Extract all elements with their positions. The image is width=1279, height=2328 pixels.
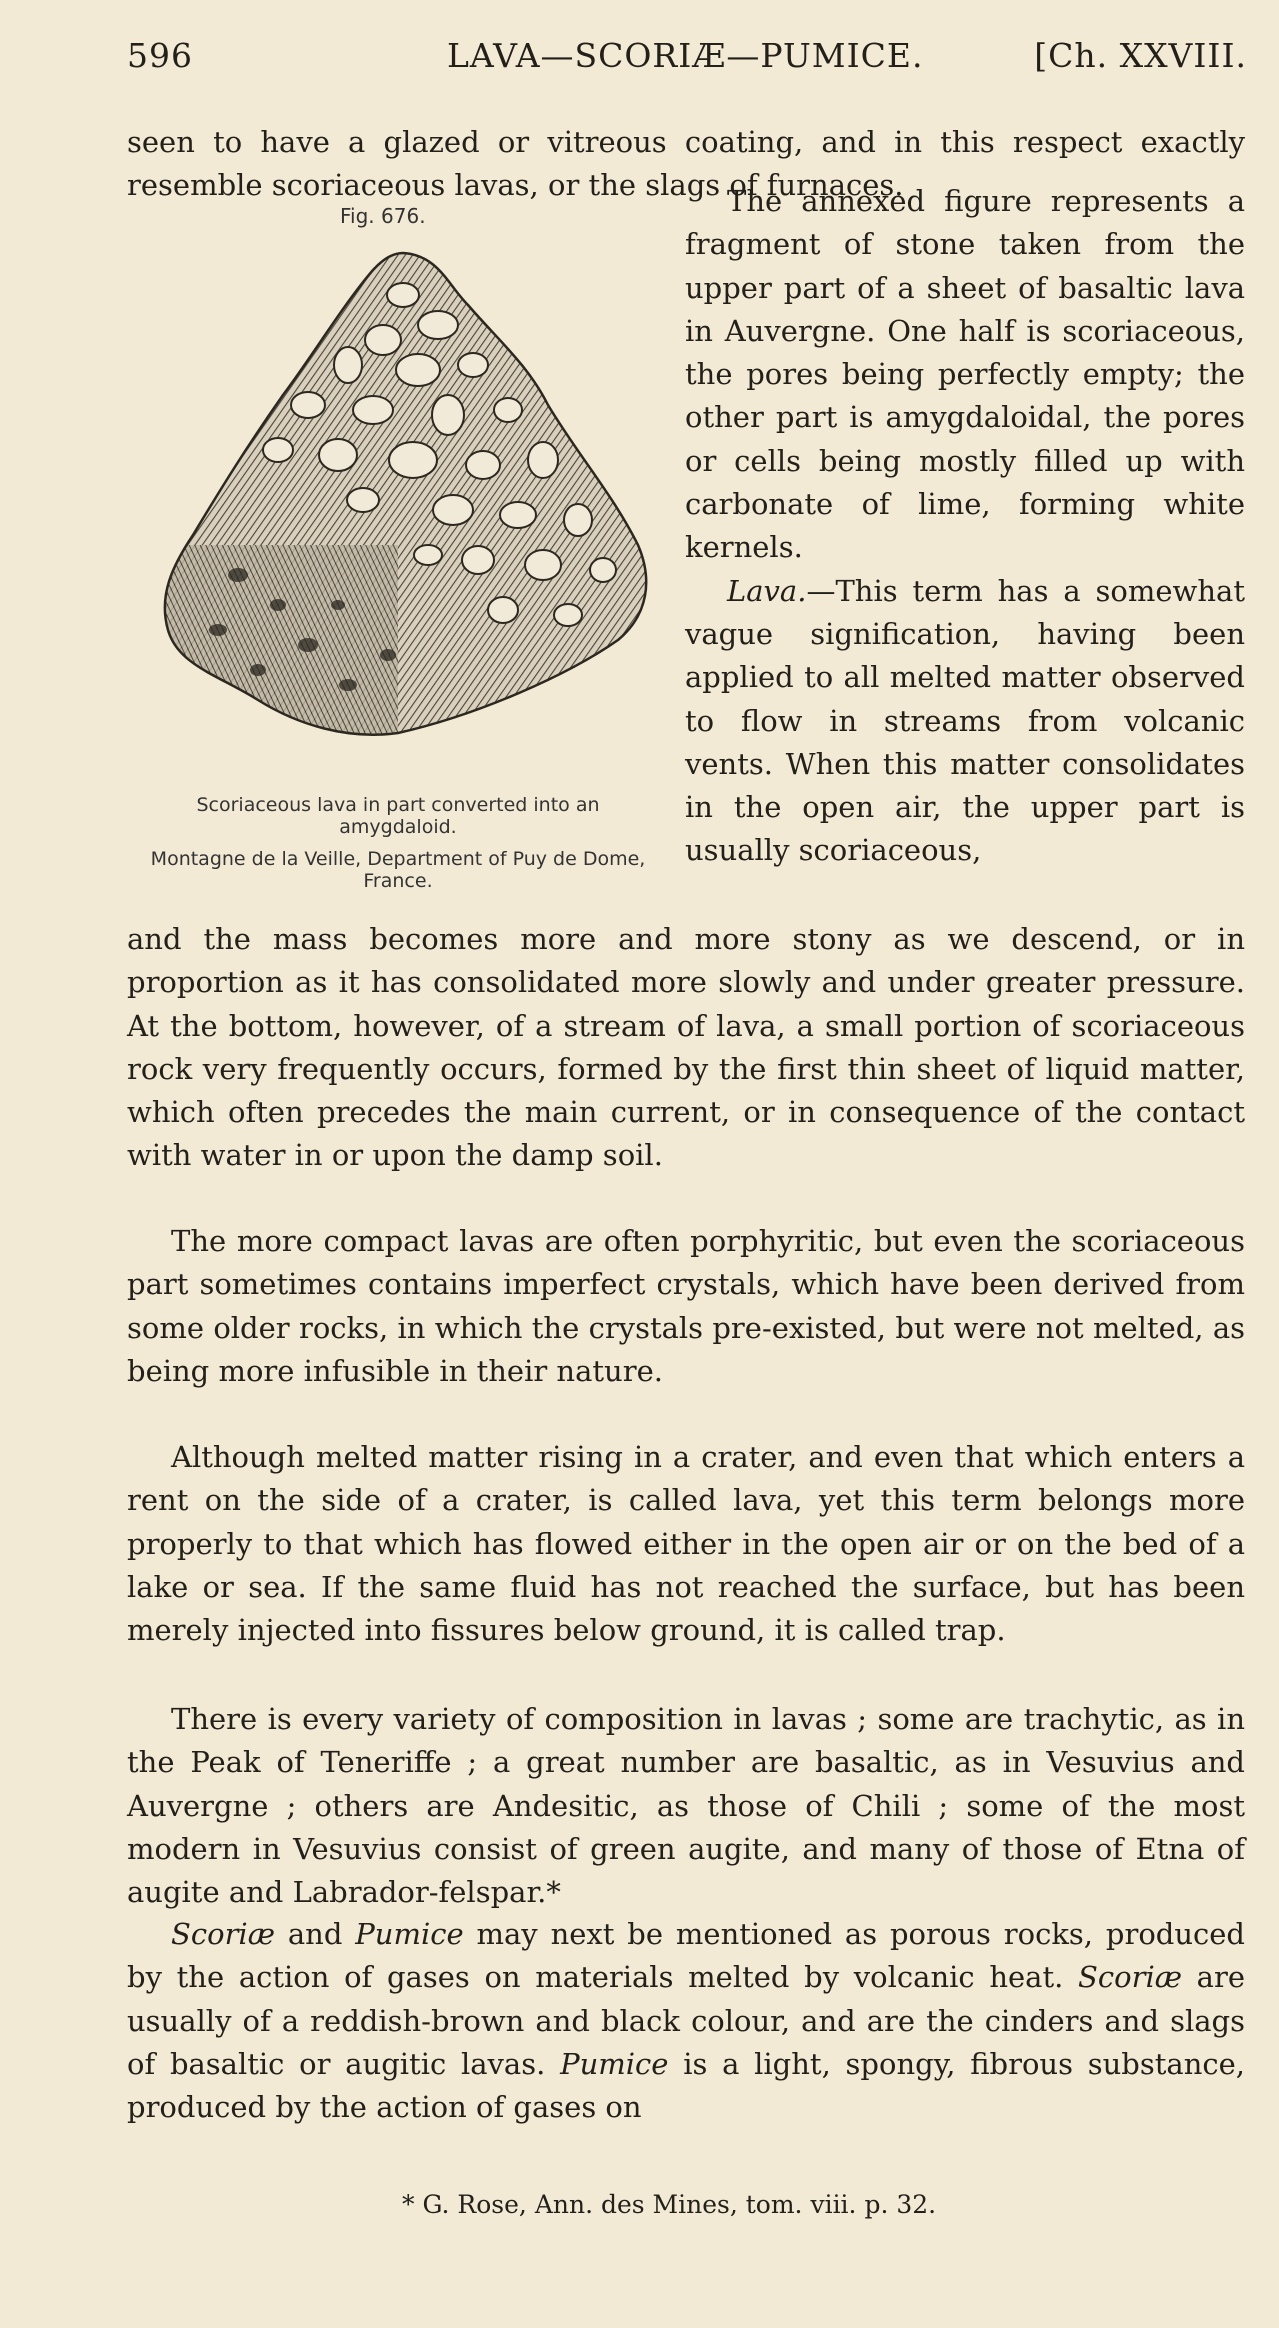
figure-caption-description: Scoriaceous lava in part converted into an amygdaloid. bbox=[196, 794, 600, 838]
figure-label: Fig. 676. bbox=[340, 204, 426, 228]
chapter-reference: [Ch. XXVIII. bbox=[1034, 36, 1247, 75]
term-scoriae-2: Scoriæ bbox=[1078, 1960, 1182, 1995]
text-and: and bbox=[274, 1917, 356, 1951]
lava-definition-text: —This term has a somewhat vague signification, having been applied to all melted matter observed to flow in streams from volcanic vents. When this matter consolidates in the open air, the upper part is usually scoriaceous, bbox=[685, 573, 1245, 868]
footnote: * G. Rose, Ann. des Mines, tom. viii. p. 32. bbox=[402, 2190, 937, 2219]
paragraph-side-column bbox=[685, 180, 1245, 873]
page-number: 596 bbox=[127, 36, 193, 75]
paragraph-annexed-figure: The annexed figure represents a fragment of stone taken from the upper part of a sheet of basaltic lava in Auvergne. One half is scoriaceous, the pores being perfectly empty; the other part is amygdaloidal, the pores or cells being mostly filled up with carbonate of lime, forming white kernels. bbox=[685, 184, 1245, 565]
term-lava: Lava. bbox=[727, 573, 807, 608]
figure-caption-location: Montagne de la Veille, Department of Puy de Dome, France. bbox=[150, 848, 646, 892]
term-pumice-2: Pumice bbox=[560, 2046, 669, 2081]
paragraph-although: Although melted matter rising in a crater, and even that which enters a rent on the side of a crater, is called lava, yet this term belongs more properly to that which has flowed either in the open air or on the bed of a lake or sea. If the same fluid has not reached the surface, but has been merely injected into fissures below ground, it is called trap. bbox=[127, 1440, 1245, 1648]
scoriae-text-1: may next be mentioned as porous rocks, produced by the action of gases on materials melted by volcanic heat. bbox=[127, 1917, 1245, 1995]
running-head: LAVA—SCORIÆ—PUMICE. bbox=[447, 36, 924, 75]
paragraph-lava-continued: and the mass becomes more and more stony as we descend, or in proportion as it has consolidated more slowly and under greater pressure. At the bottom, however, of a stream of lava, a small portion of scoriaceous rock very frequently occurs, formed by the first thin sheet of liquid matter, which often precedes the main current, or in consequence of the contact with water in or upon the damp soil. bbox=[127, 922, 1245, 1173]
term-pumice: Pumice bbox=[355, 1917, 464, 1951]
paragraph-intro: seen to have a glazed or vitreous coating, and in this respect exactly resemble scoriaceous lavas, or the slags of furnaces. bbox=[127, 125, 1245, 203]
paragraph-scoriae-pumice bbox=[127, 1913, 1245, 2129]
paragraph-lava-definition bbox=[685, 570, 1245, 873]
scoriae-text-3: is a light, spongy, fibrous substance, produced by the action of gases on bbox=[127, 2046, 1245, 2125]
scoriae-text-2: are usually of a reddish-brown and black colour, and are the cinders and slags of basaltic or augitic lavas. bbox=[127, 1960, 1245, 2081]
paragraph-compact-lavas: The more compact lavas are often porphyritic, but even the scoriaceous part sometimes contains imperfect crystals, which have been derived from some older rocks, in which the crystals pre-existed, but were not melted, as being more infusible in their nature. bbox=[127, 1224, 1245, 1388]
scoriaceous-lava-illustration bbox=[148, 245, 658, 745]
page-header bbox=[127, 36, 1247, 86]
term-scoriae: Scoriæ bbox=[171, 1917, 275, 1951]
paragraph-variety-composition: There is every variety of composition in lavas ; some are trachytic, as in the Peak of Teneriffe ; a great number are basaltic, as in Vesuvius and Auvergne ; others are Andesitic, as those of Chili ; some of the most modern in Vesuvius consist of green augite, and many of those of Etna of augite and Labrador-felspar.* bbox=[127, 1702, 1245, 1910]
